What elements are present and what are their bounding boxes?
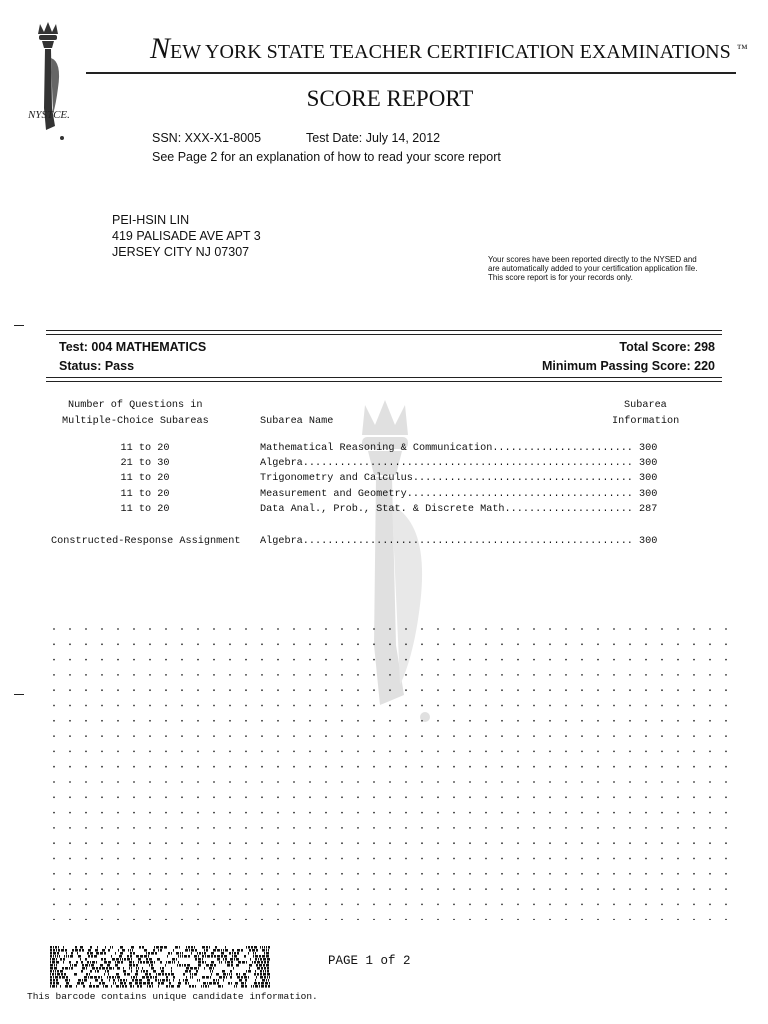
title-initial: N <box>150 32 171 65</box>
address-line-2: JERSEY CITY NJ 07307 <box>112 245 250 259</box>
column-header-subarea-name: Subarea Name <box>260 416 334 427</box>
question-range: 21 to 30 <box>120 458 170 469</box>
nystce-logo <box>22 18 80 146</box>
candidate-name: PEI-HSIN LIN <box>112 213 190 227</box>
score-box-rule <box>46 377 722 378</box>
report-title: SCORE REPORT <box>306 86 474 111</box>
subarea-row: Mathematical Reasoning & Communication....................... 300 <box>260 443 658 454</box>
column-header-questions: Number of Questions in <box>68 400 203 411</box>
candidate-barcode <box>50 946 270 988</box>
subarea-row: Algebra...................................................... 300 <box>260 458 658 469</box>
subarea-row: Data Anal., Prob., Stat. & Discrete Math..................... 287 <box>260 504 658 515</box>
trademark-symbol: ™ <box>736 43 748 55</box>
score-box-rule <box>46 334 722 335</box>
logo-text: NYSTCE. <box>28 109 70 121</box>
fold-mark <box>14 325 24 326</box>
column-header-subarea-info: Subarea <box>624 400 667 411</box>
constructed-response-row: Algebra...................................................... 300 <box>260 536 658 547</box>
subarea-row: Trigonometry and Calculus.................................... 300 <box>260 473 658 484</box>
page-number: PAGE 1 of 2 <box>328 954 411 968</box>
ssn: SSN: XXX-X1-8005 <box>152 131 262 145</box>
question-range: 11 to 20 <box>120 489 170 500</box>
constructed-response-label: Constructed-Response Assignment <box>51 536 241 547</box>
question-range: 11 to 20 <box>120 473 170 484</box>
notice-line-1: Your scores have been reported directly to the NYSED and <box>488 255 697 264</box>
column-header-subarea-info-2: Information <box>612 416 680 427</box>
title-rest: EW YORK STATE TEACHER CERTIFICATION EXAMINATIONS <box>170 41 731 63</box>
header-divider <box>86 72 736 74</box>
test-name: Test: 004 MATHEMATICS <box>59 340 207 354</box>
records-notice <box>488 255 728 282</box>
exam-program-title <box>150 32 748 65</box>
fold-mark <box>14 694 24 695</box>
barcode-note: This barcode contains unique candidate information. <box>27 991 318 1002</box>
test-date: Test Date: July 14, 2012 <box>306 131 441 145</box>
notice-line-3: This score report is for your records only. <box>488 273 633 282</box>
explanation-note: See Page 2 for an explanation of how to read your score report <box>152 150 501 164</box>
test-status: Status: Pass <box>59 359 135 373</box>
subarea-row: Measurement and Geometry..................................... 300 <box>260 489 658 500</box>
address-line-1: 419 PALISADE AVE APT 3 <box>112 229 261 243</box>
column-header-questions-2: Multiple-Choice Subareas <box>62 416 209 427</box>
dot-grid <box>40 620 730 920</box>
minimum-passing-score: Minimum Passing Score: 220 <box>542 359 715 373</box>
question-range: 11 to 20 <box>120 504 170 515</box>
question-range: 11 to 20 <box>120 443 170 454</box>
score-box-rule <box>46 330 722 331</box>
notice-line-2: are automatically added to your certification application file. <box>488 264 698 273</box>
score-box-rule <box>46 381 722 382</box>
total-score: Total Score: 298 <box>619 340 715 354</box>
